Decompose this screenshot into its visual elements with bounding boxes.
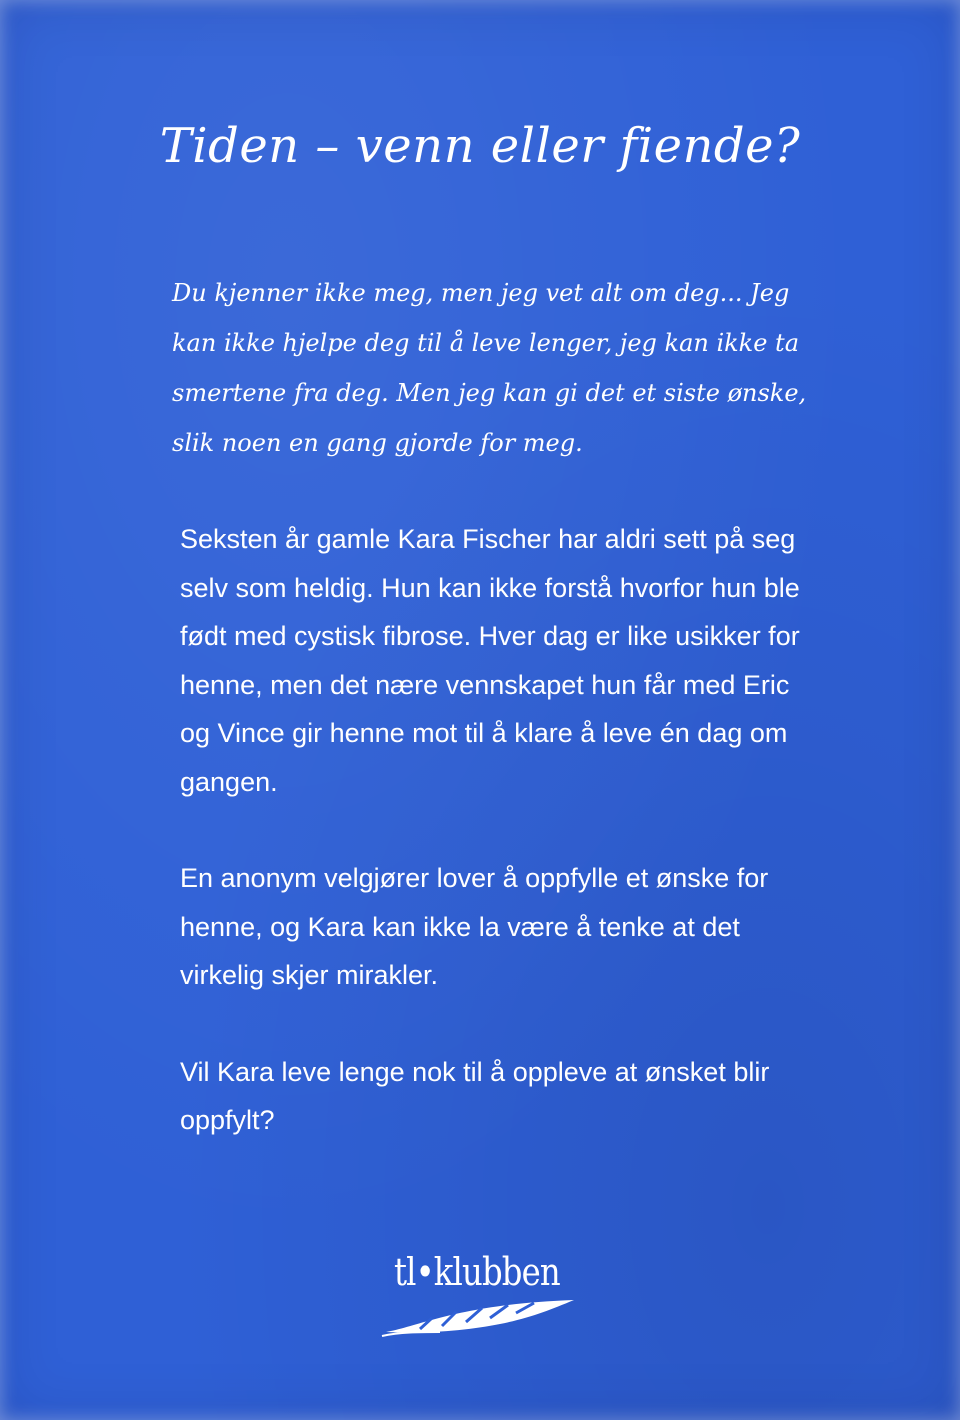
quote-line: smertene fra deg. Men jeg kan gi det et siste ønske, <box>172 379 807 407</box>
blurb-paragraph-2: En anonym velgjører lover å oppfylle et ønske for henne, og Kara kan ikke la være å tenke at det virkelig skjer mirakler. <box>180 863 769 990</box>
teaser-quote <box>172 268 812 468</box>
quote-line: kan ikke hjelpe deg til å leve lenger, jeg kan ikke ta <box>172 329 800 357</box>
feather-icon <box>380 1296 580 1338</box>
blurb-paragraph-3: Vil Kara leve lenge nok til å oppleve at ønsket blir oppfylt? <box>180 1056 770 1135</box>
cover-headline: Tiden – venn eller fiende? <box>159 118 801 174</box>
quote-line: Du kjenner ikke meg, men jeg vet alt om deg... Jeg <box>172 279 790 307</box>
publisher-logo-text: tl•klubben <box>394 1250 560 1294</box>
blurb-body <box>180 515 810 1193</box>
publisher-logo <box>380 1250 590 1340</box>
blurb-paragraph-1: Seksten år gamle Kara Fischer har aldri sett på seg selv som heldig. Hun kan ikke forstå hvorfor hun ble født med cystisk fibrose. Hver dag er like usikker for henne, men det nære vennskapet hun får med Eric og Vince gir henne mot til å klare å leve én dag om gangen. <box>180 524 800 797</box>
quote-line: slik noen en gang gjorde for meg. <box>172 429 583 457</box>
